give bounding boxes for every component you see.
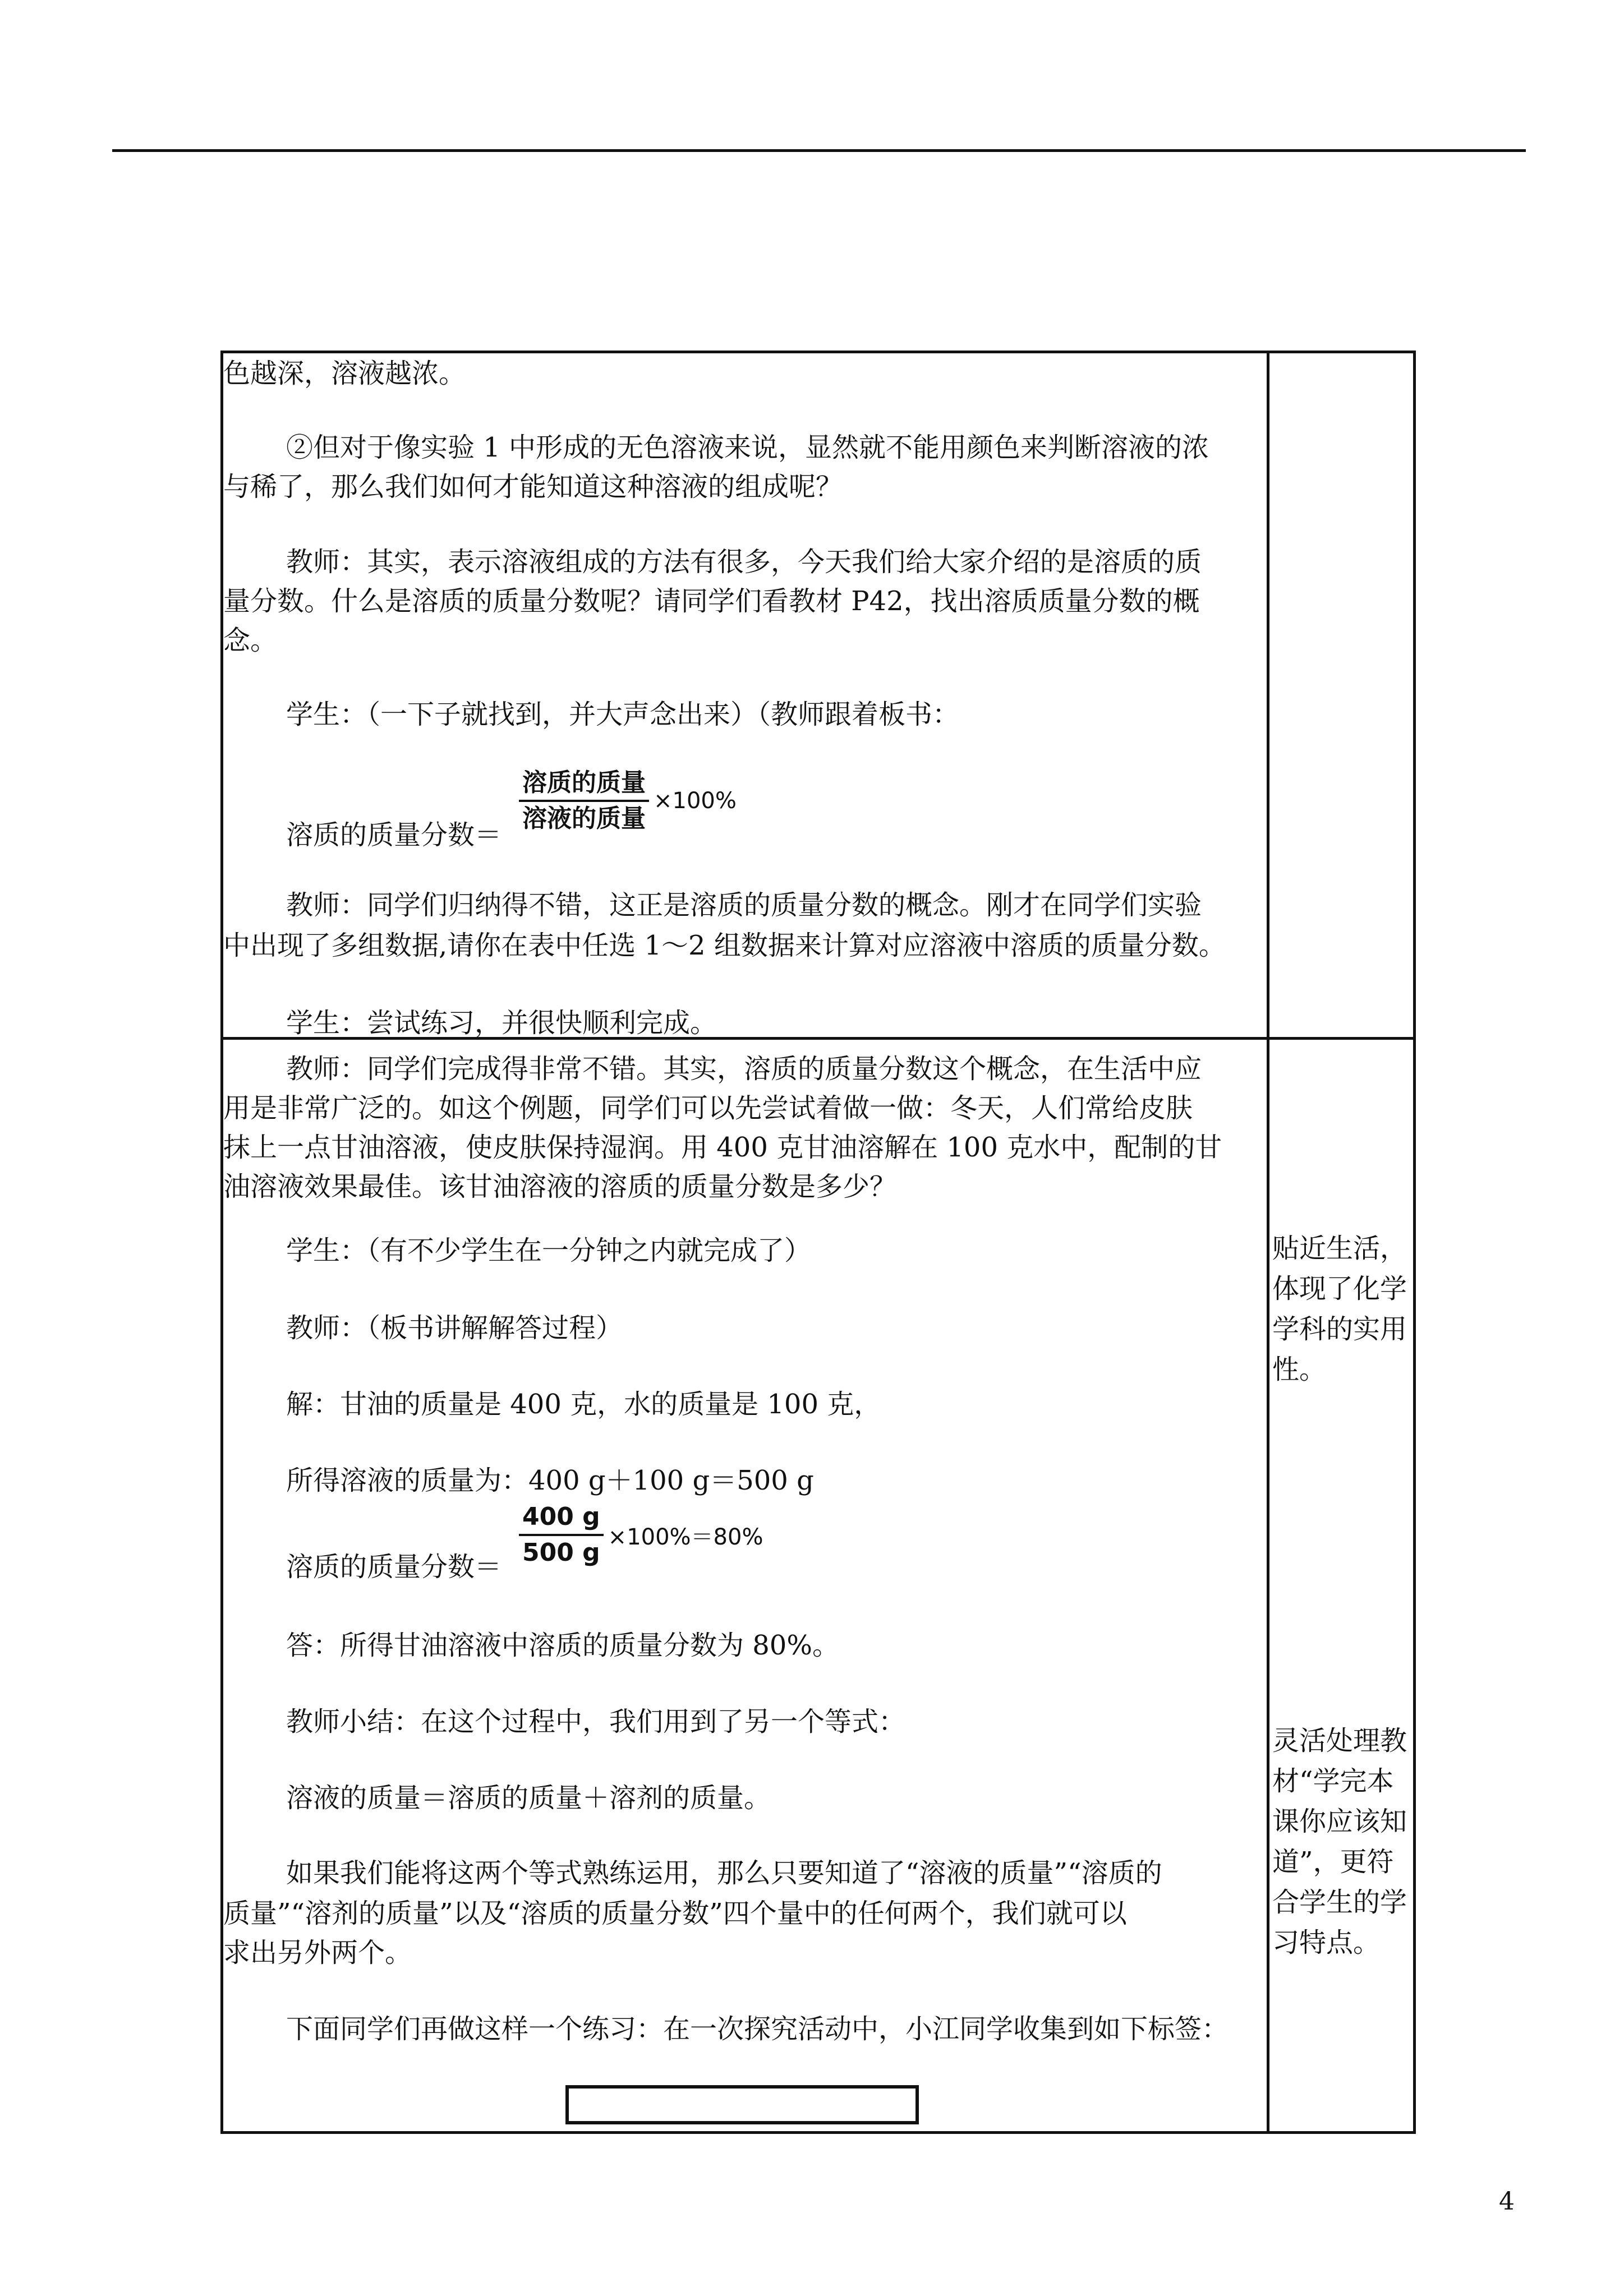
margin-note xyxy=(1272,1721,1413,1963)
note-line: 性。 xyxy=(1272,1354,1327,1385)
note-line: 材“学完本 xyxy=(1272,1765,1394,1797)
note-line: 道”，更符 xyxy=(1272,1846,1394,1878)
calc-formula xyxy=(519,1501,763,1569)
paragraph: 学生：尝试练习，并很快顺利完成。 xyxy=(286,1007,717,1039)
page-number: 4 xyxy=(1499,2187,1515,2216)
paragraph: ②但对于像实验 1 中形成的无色溶液来说，显然就不能用颜色来判断溶液的浓 xyxy=(286,432,1209,463)
paragraph: 求出另外两个。 xyxy=(223,1937,412,1968)
note-line: 贴近生活， xyxy=(1272,1233,1407,1264)
formula-numerator: 400 g xyxy=(519,1501,604,1536)
paragraph: 下面同学们再做这样一个练习：在一次探究活动中，小江同学收集到如下标签： xyxy=(286,2013,1229,2045)
formula-multiplier: ×100% xyxy=(654,788,737,814)
paragraph: 量分数。什么是溶质的质量分数呢？请同学们看教材 P42，找出溶质质量分数的概 xyxy=(223,585,1200,617)
margin-note xyxy=(1272,1228,1413,1390)
paragraph: 油溶液效果最佳。该甘油溶液的溶质的质量分数是多少？ xyxy=(223,1171,897,1202)
note-line: 灵活处理教 xyxy=(1272,1725,1407,1756)
note-line: 课你应该知 xyxy=(1272,1806,1407,1837)
paragraph: 中出现了多组数据,请你在表中任选 1～2 组数据来计算对应溶液中溶质的质量分数。 xyxy=(223,930,1226,961)
paragraph: 学生：（有不少学生在一分钟之内就完成了） xyxy=(286,1235,812,1266)
header-rule xyxy=(112,149,1526,152)
formula-numerator: 溶质的质量 xyxy=(519,767,649,802)
paragraph: 溶液的质量＝溶质的质量＋溶剂的质量。 xyxy=(286,1782,771,1814)
paragraph: 所得溶液的质量为：400 g＋100 g＝500 g xyxy=(286,1465,814,1496)
formula-denominator: 500 g xyxy=(522,1538,600,1567)
formula-multiplier: ×100%＝80% xyxy=(608,1524,763,1550)
note-line: 合学生的学 xyxy=(1272,1887,1407,1918)
paragraph: 与稀了，那么我们如何才能知道这种溶液的组成呢？ xyxy=(223,471,843,502)
paragraph: 色越深，溶液越浓。 xyxy=(223,358,466,389)
note-line: 习特点。 xyxy=(1272,1927,1381,1958)
note-line: 体现了化学 xyxy=(1272,1273,1407,1304)
formula-label: 溶质的质量分数＝ xyxy=(286,819,502,851)
formula-label: 溶质的质量分数＝ xyxy=(286,1551,502,1583)
paragraph: 教师小结：在这个过程中，我们用到了另一个等式： xyxy=(286,1706,906,1737)
paragraph: 教师：其实，表示溶液组成的方法有很多，今天我们给大家介绍的是溶质的质 xyxy=(286,546,1202,578)
paragraph: 教师：同学们完成得非常不错。其实，溶质的质量分数这个概念，在生活中应 xyxy=(286,1053,1202,1085)
paragraph: 学生：（一下子就找到，并大声念出来）（教师跟着板书： xyxy=(286,699,960,730)
paragraph: 答：所得甘油溶液中溶质的质量分数为 80%。 xyxy=(286,1630,839,1661)
paragraph: 教师：同学们归纳得不错，这正是溶质的质量分数的概念。刚才在同学们实验 xyxy=(286,889,1202,921)
paragraph: 如果我们能将这两个等式熟练运用，那么只要知道了“溶液的质量”“溶质的 xyxy=(286,1857,1162,1889)
paragraph: 质量”“溶剂的质量”以及“溶质的质量分数”四个量中的任何两个，我们就可以 xyxy=(223,1898,1127,1929)
formula-denominator: 溶液的质量 xyxy=(522,804,646,833)
paragraph: 念。 xyxy=(223,625,278,656)
paragraph: 抹上一点甘油溶液，使皮肤保持湿润。用 400 克甘油溶解在 100 克水中，配制的甘 xyxy=(223,1132,1222,1163)
paragraph: 教师：（板书讲解解答过程） xyxy=(286,1312,623,1344)
note-line: 学科的实用 xyxy=(1272,1313,1407,1345)
label-box xyxy=(565,2085,919,2124)
paragraph: 用是非常广泛的。如这个例题，同学们可以先尝试着做一做：冬天，人们常给皮肤 xyxy=(223,1092,1193,1124)
paragraph: 解：甘油的质量是 400 克，水的质量是 100 克， xyxy=(286,1389,881,1420)
mass-fraction-formula xyxy=(519,767,737,835)
